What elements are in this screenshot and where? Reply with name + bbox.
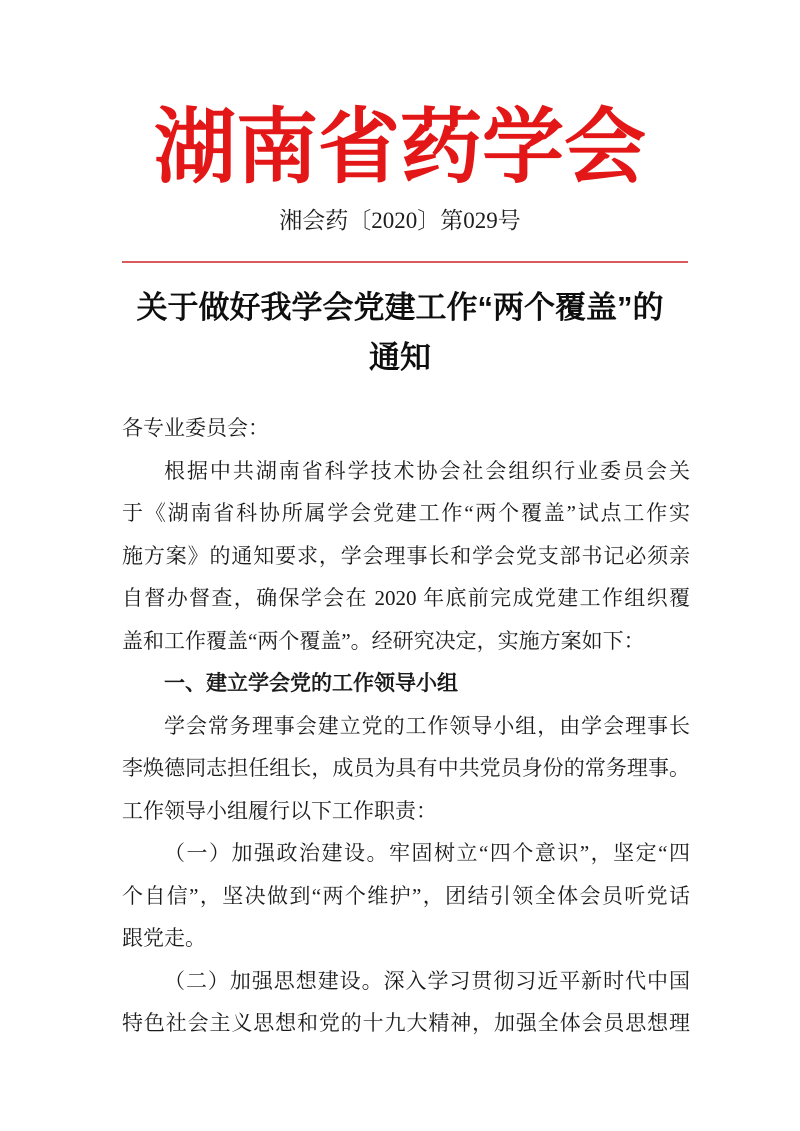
body-line: 工作领导小组履行以下工作职责：	[122, 798, 437, 823]
body-line: 盖和工作覆盖“两个覆盖”。经研究决定，实施方案如下：	[122, 628, 645, 653]
doc-title-line-2: 通知	[369, 340, 431, 375]
doc-number: 湘会药〔2020〕第029号	[279, 208, 521, 233]
body-text	[122, 407, 690, 1045]
red-separator-rule	[122, 261, 688, 263]
body-line: 施方案》的通知要求，学会理事长和学会党支部书记必须亲	[122, 543, 690, 568]
section-heading: 一、建立学会党的工作领导小组	[164, 671, 458, 695]
body-line: （一）加强政治建设。牢固树立“四个意识”，坚定“四	[164, 841, 690, 865]
doc-title-line-1: 关于做好我学会党建工作“两个覆盖”的	[136, 290, 664, 325]
body-line: 于《湖南省科协所属学会党建工作“两个覆盖”试点工作实	[122, 501, 690, 525]
body-line: 自督办督查，确保学会在 2020 年底前完成党建工作组织覆	[122, 586, 690, 610]
body-line: （二）加强思想建设。深入学习贯彻习近平新时代中国	[164, 968, 690, 993]
body-line: 特色社会主义思想和党的十九大精神，加强全体会员思想理	[122, 1011, 690, 1035]
body-line: 跟党走。	[122, 926, 206, 950]
body-line-salutation: 各专业委员会：	[122, 416, 269, 440]
body-line: 根据中共湖南省科学技术协会社会组织行业委员会关	[164, 458, 690, 483]
body-line: 学会常务理事会建立党的工作领导小组，由学会理事长	[164, 713, 690, 738]
body-line: 李焕德同志担任组长，成员为具有中共党员身份的常务理事。	[122, 756, 690, 780]
body-line: 个自信”，坚决做到“两个维护”，团结引领全体会员听党话	[122, 883, 690, 908]
doc-title	[100, 283, 700, 383]
org-title: 湖南省药学会	[153, 102, 646, 193]
